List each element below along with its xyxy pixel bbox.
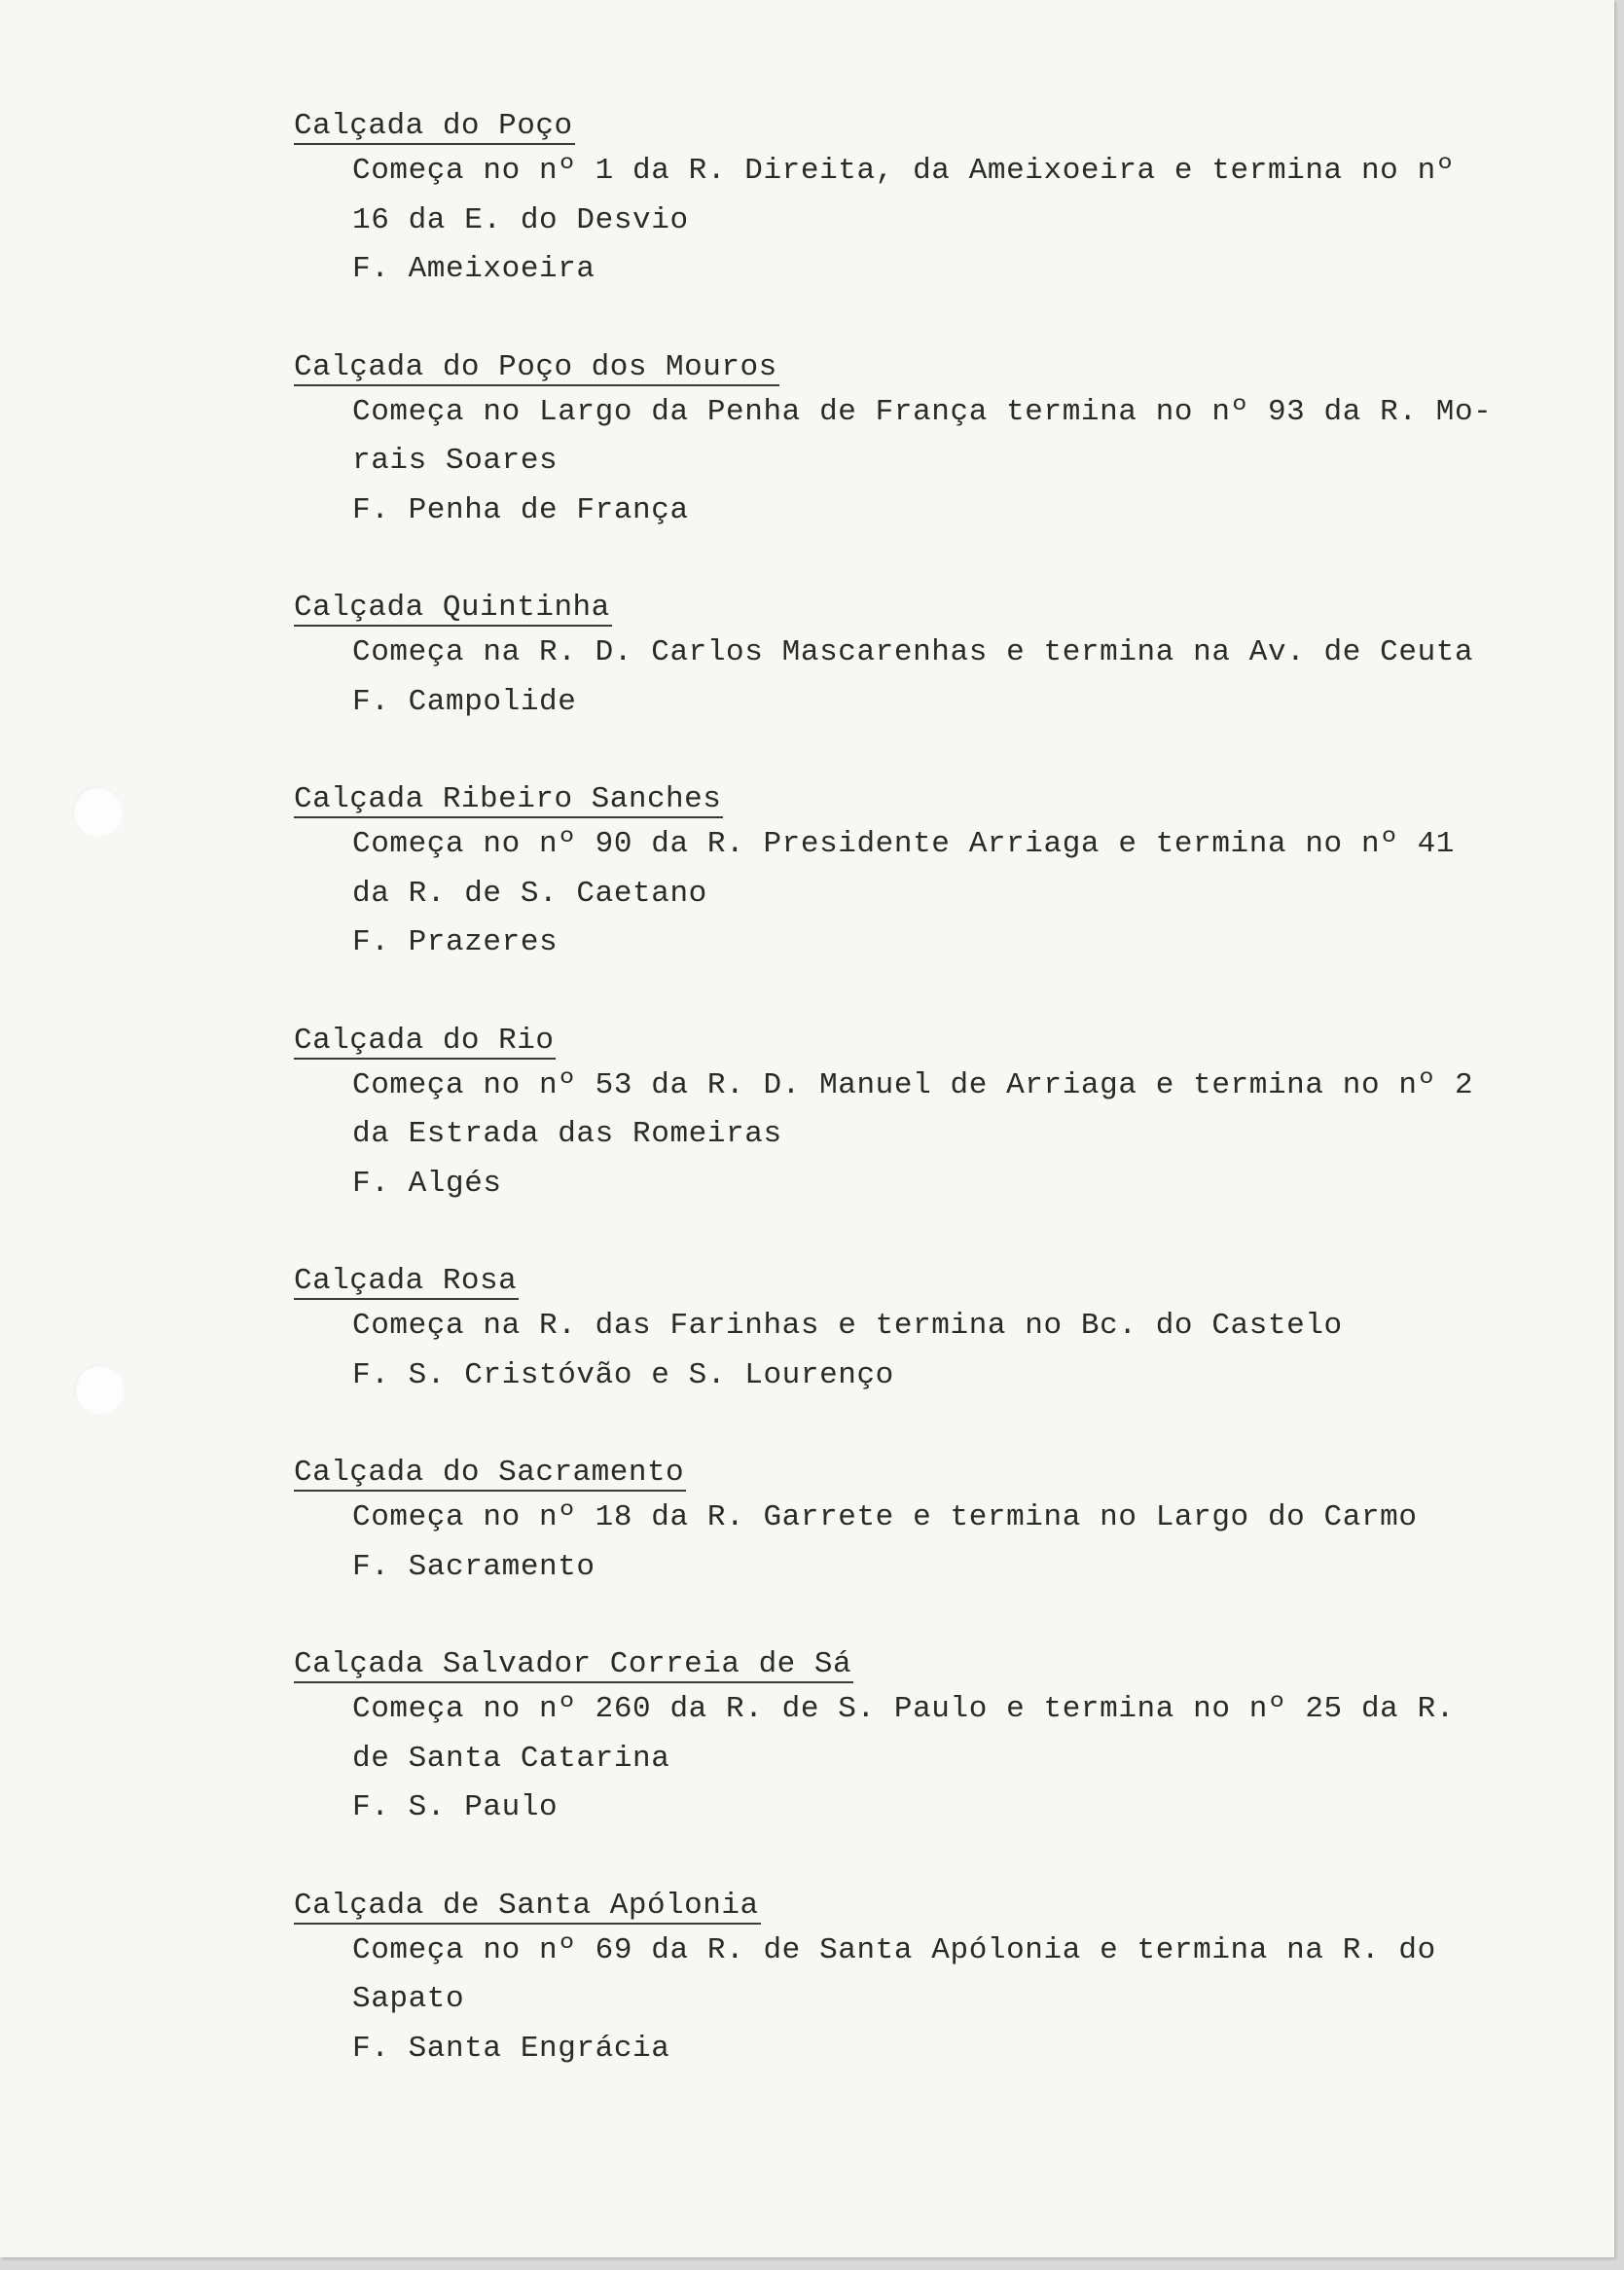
street-entry: [294, 584, 1559, 727]
street-parish: F. Sacramento: [352, 1549, 595, 1584]
street-description: Começa no Largo da Penha de França termina no nº 93 da R. Mo-: [352, 394, 1493, 429]
street-parish: F. Penha de França: [352, 492, 689, 527]
street-name: Calçada do Poço dos Mouros: [294, 343, 779, 386]
street-description: Sapato: [352, 1982, 465, 2016]
street-description: Começa no nº 69 da R. de Santa Apólonia e termina na R. do: [352, 1932, 1436, 1967]
street-entry: [294, 1017, 1559, 1209]
street-description: Começa na R. das Farinhas e termina no Bc. do Castelo: [352, 1309, 1343, 1343]
street-name: Calçada do Poço: [294, 102, 575, 145]
punch-hole-bottom: [74, 1364, 125, 1415]
street-name: Calçada Ribeiro Sanches: [294, 775, 723, 818]
street-parish: F. Ameixoeira: [352, 252, 595, 286]
street-description: Começa no nº 1 da R. Direita, da Ameixoeira e termina no nº: [352, 154, 1455, 188]
street-description: 16 da E. do Desvio: [352, 202, 689, 237]
street-description: Começa na R. D. Carlos Mascarenhas e termina na Av. de Ceuta: [352, 635, 1474, 669]
street-entry: [294, 343, 1559, 536]
street-description: Começa no nº 53 da R. D. Manuel de Arriaga e termina no nº 2: [352, 1067, 1474, 1102]
street-entry: [294, 102, 1559, 295]
street-description: Começa no nº 18 da R. Garrete e termina no Largo do Carmo: [352, 1500, 1418, 1534]
street-parish: F. Prazeres: [352, 925, 559, 959]
street-entry: [294, 775, 1559, 968]
street-name: Calçada Quintinha: [294, 584, 612, 627]
street-description: de Santa Catarina: [352, 1741, 670, 1776]
street-description: Começa no nº 260 da R. de S. Paulo e termina no nº 25 da R.: [352, 1692, 1455, 1726]
street-name: Calçada do Sacramento: [294, 1449, 686, 1492]
street-parish: F. Algés: [352, 1166, 502, 1201]
street-entry: [294, 1640, 1559, 1833]
street-name: Calçada Rosa: [294, 1257, 519, 1300]
street-entry: [294, 1449, 1559, 1592]
street-entry: [294, 1257, 1559, 1400]
street-description: da Estrada das Romeiras: [352, 1117, 782, 1151]
street-name: Calçada de Santa Apólonia: [294, 1882, 761, 1925]
punch-hole-top: [72, 786, 123, 837]
street-entries: [294, 102, 1559, 2122]
street-parish: F. Santa Engrácia: [352, 2031, 670, 2066]
street-parish: F. S. Paulo: [352, 1790, 559, 1824]
street-entry: [294, 1882, 1559, 2074]
street-description: rais Soares: [352, 444, 559, 478]
street-parish: F. S. Cristóvão e S. Lourenço: [352, 1357, 894, 1392]
street-parish: F. Campolide: [352, 684, 577, 719]
street-name: Calçada do Rio: [294, 1017, 556, 1060]
street-description: Começa no nº 90 da R. Presidente Arriaga e termina no nº 41: [352, 827, 1455, 861]
street-description: da R. de S. Caetano: [352, 876, 707, 911]
street-name: Calçada Salvador Correia de Sá: [294, 1640, 853, 1683]
